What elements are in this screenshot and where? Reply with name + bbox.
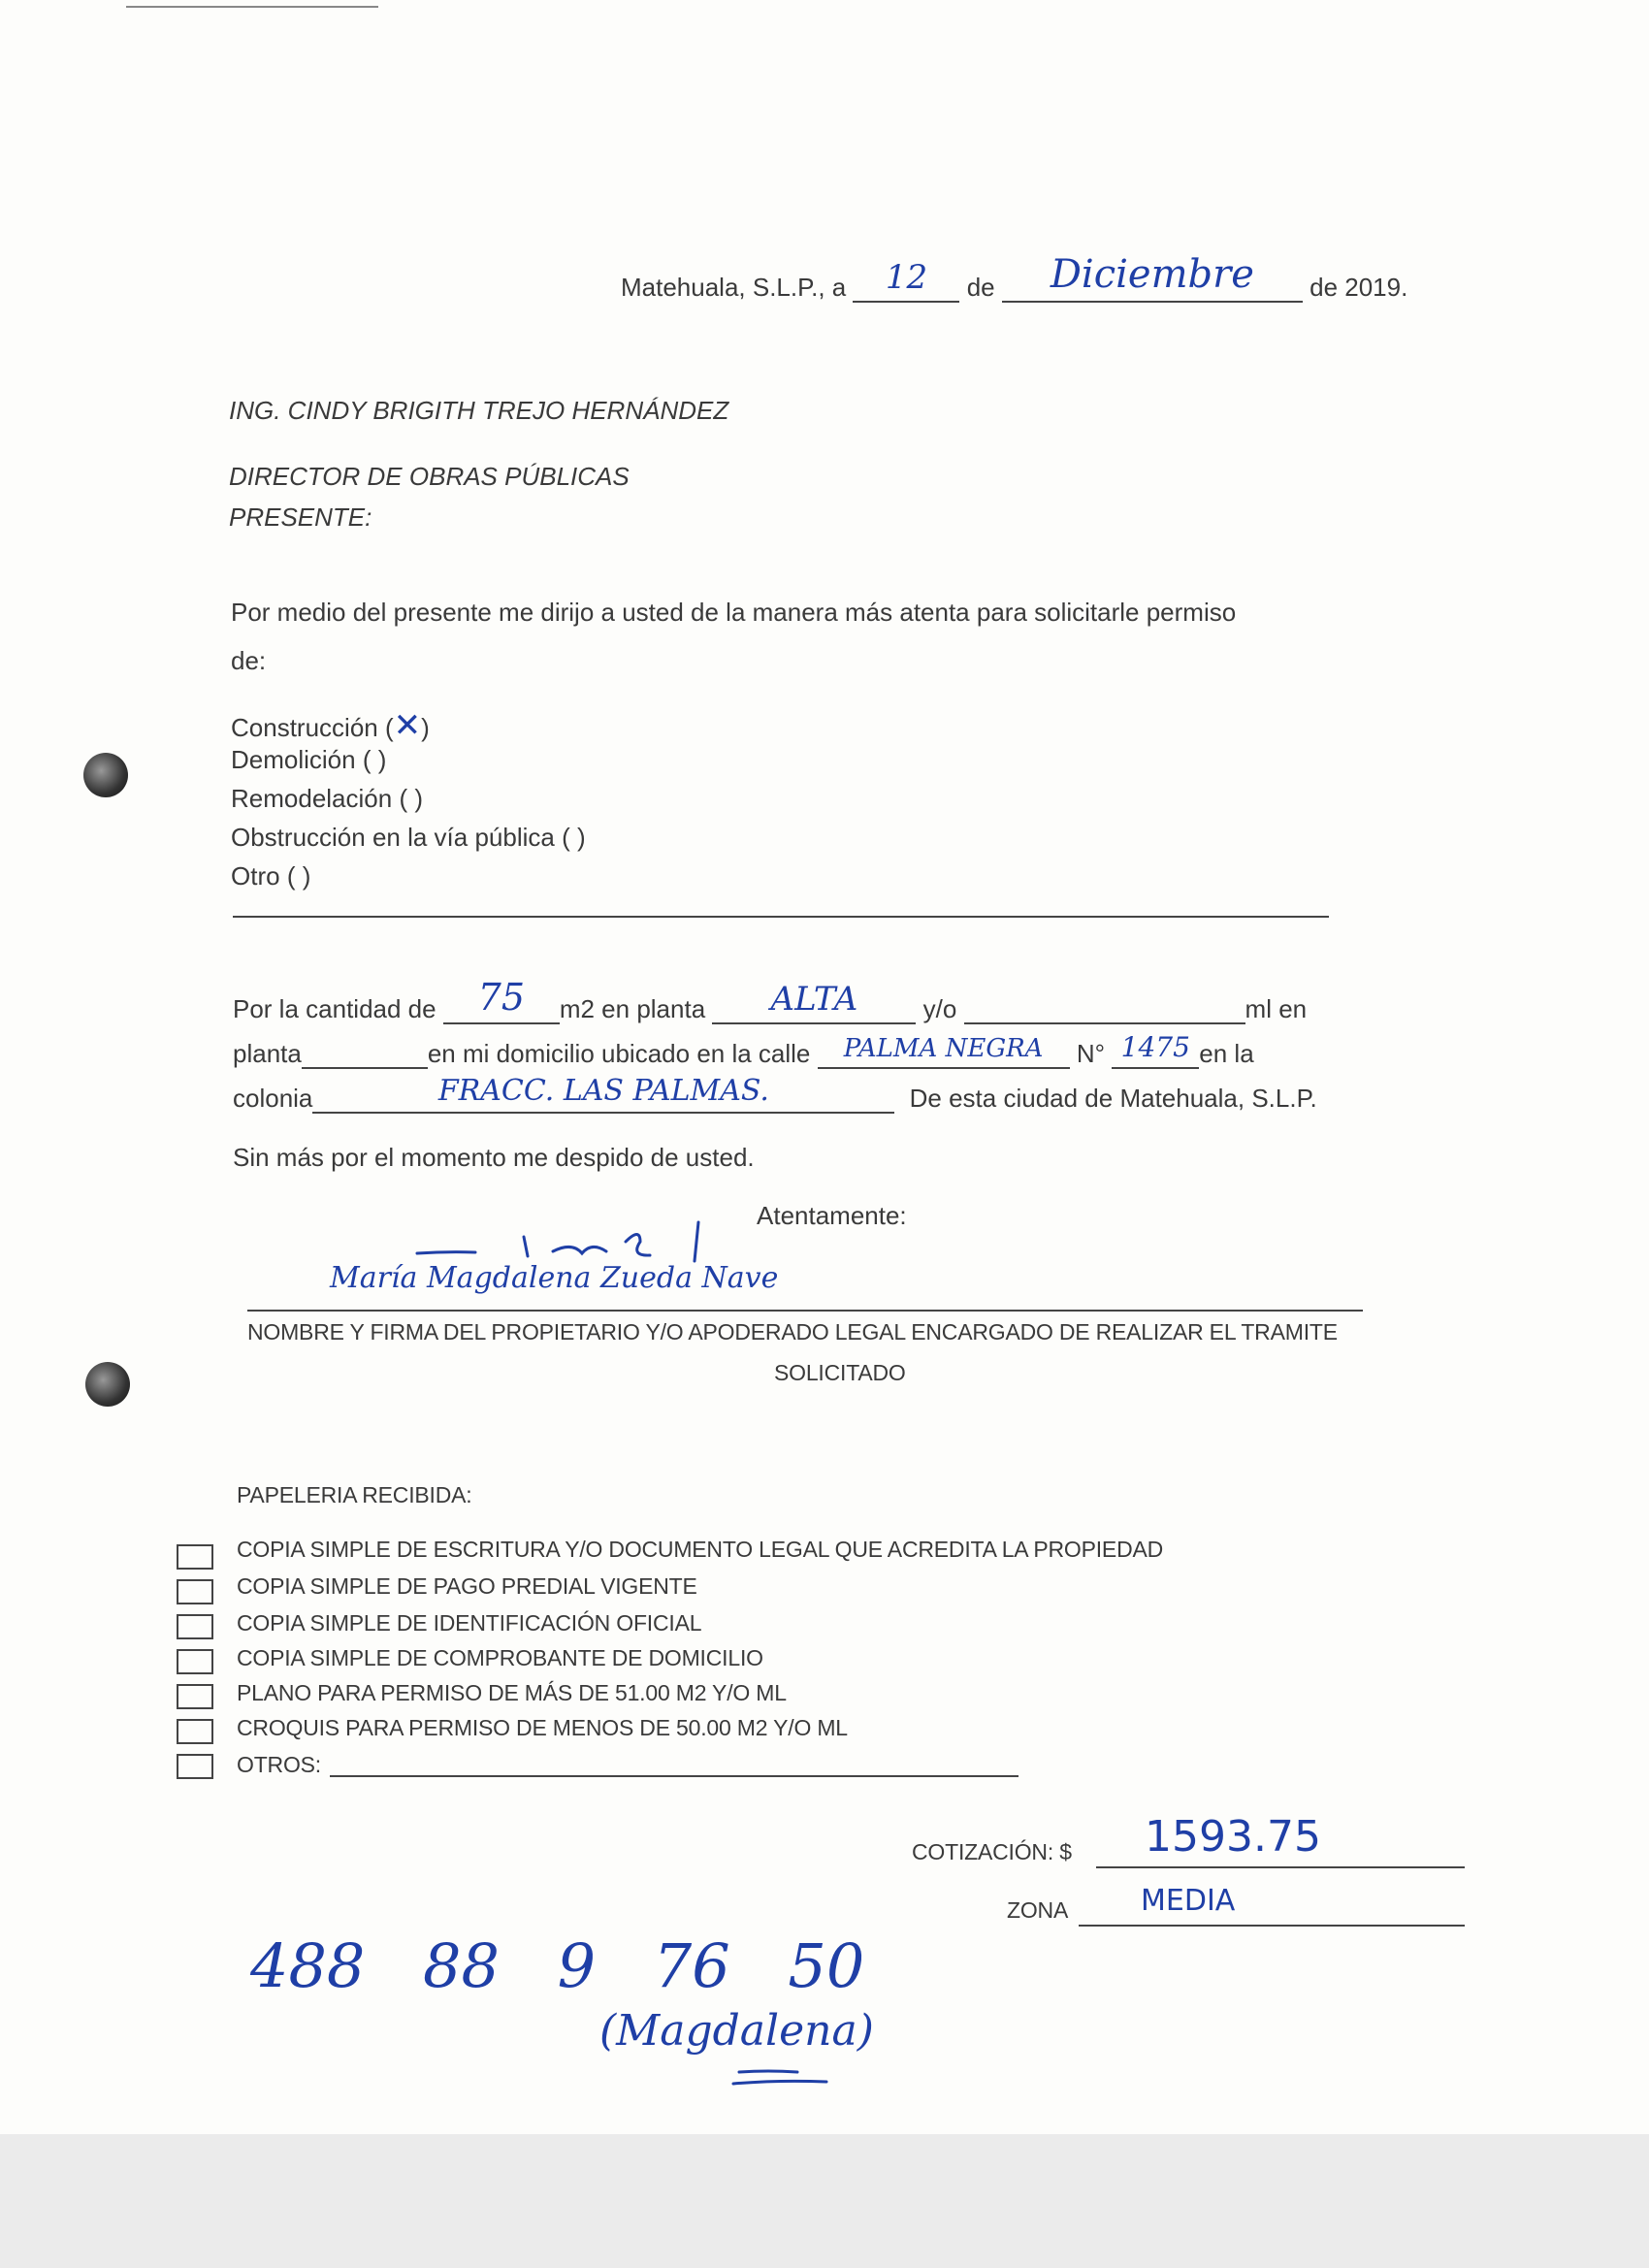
scan-bottom-band [0,2134,1649,2268]
numero-blank [1112,1031,1199,1069]
colonia-blank [312,1074,894,1114]
year-label: de 2019. [1310,273,1408,302]
planta2-blank [302,1034,428,1069]
zona-label: ZONA [1007,1897,1069,1923]
intro-line-1: Por medio del presente me dirijo a usted de la manera más atenta para solicitarle permiso [231,598,1237,627]
phone-note: 488 88 9 76 50 [250,1930,865,2001]
calle-value: PALMA NEGRA [843,1034,1044,1063]
signature-caption-1: NOMBRE Y FIRMA DEL PROPIETARIO Y/O APODERADO LEGAL ENCARGADO DE REALIZAR EL TRAMITE [247,1319,1338,1345]
option-remodelacion [231,784,423,814]
option-otro [231,861,310,891]
option-construccion [231,706,430,745]
planta-label: planta [233,1039,302,1068]
ml-label: ml en [1245,994,1308,1023]
cotizacion-line [1096,1866,1465,1868]
date-line [621,252,1408,303]
signature-name: María Magdalena Zueda Nave [330,1261,779,1295]
planta-blank [712,980,916,1024]
recipient-name: ING. CINDY BRIGITH TREJO HERNÁNDEZ [229,396,729,425]
no-label: N° [1076,1039,1106,1068]
name-underline [729,2064,836,2093]
m2-label: m2 en planta [559,994,706,1023]
checkbox-escritura[interactable] [177,1544,213,1570]
option-mark: (✕) [384,706,430,745]
scan-top-line [126,6,378,8]
punch-hole-bottom [85,1362,130,1407]
cantidad-blank [443,976,560,1024]
numero-value: 1475 [1120,1031,1190,1063]
calle-blank [818,1034,1070,1069]
ml-blank [964,989,1245,1024]
option-demolicion [231,745,386,775]
option-obstruccion [231,823,586,853]
option-label: Demolición [231,745,356,774]
punch-hole-top [83,753,128,797]
papeleria-item-otros: OTROS: [237,1752,321,1777]
checkbox-plano[interactable] [177,1684,213,1709]
papeleria-item-escritura: COPIA SIMPLE DE ESCRITURA Y/O DOCUMENTO LEGAL QUE ACREDITA LA PROPIEDAD [237,1537,1164,1562]
recipient-title: DIRECTOR DE OBRAS PÚBLICAS [229,462,630,491]
option-mark: ( ) [399,784,423,813]
name-note: (Magdalena) [599,2006,874,2056]
checkbox-otros[interactable] [177,1754,213,1779]
yo-label: y/o [922,994,957,1023]
colonia-value: FRACC. LAS PALMAS. [437,1074,769,1108]
cantidad-label: Por la cantidad de [233,994,436,1023]
zona-value: MEDIA [1141,1884,1236,1918]
signature-caption-2: SOLICITADO [774,1360,906,1385]
cotizacion-label: COTIZACIÓN: $ [912,1839,1072,1864]
checkbox-identificacion[interactable] [177,1614,213,1639]
details-line-2 [233,1031,1254,1069]
checkbox-croquis[interactable] [177,1719,213,1744]
month-value: Diciembre [1050,252,1254,297]
signature-line [247,1310,1363,1312]
presente-label: PRESENTE: [229,502,372,532]
papeleria-item-identificacion: COPIA SIMPLE DE IDENTIFICACIÓN OFICIAL [237,1610,702,1636]
papeleria-item-predial: COPIA SIMPLE DE PAGO PREDIAL VIGENTE [237,1573,697,1599]
option-label: Obstrucción en la vía pública [231,823,555,852]
option-label: Remodelación [231,784,393,813]
option-label: Otro [231,861,280,891]
colonia-label: colonia [233,1084,313,1113]
de-label: de [966,273,995,302]
day-blank [853,258,959,303]
zona-line [1079,1925,1465,1927]
otro-line [233,916,1329,918]
domicilio-label: en mi domicilio ubicado en la calle [427,1039,811,1068]
intro-line-2: de: [231,646,267,675]
option-label: Construcción [231,713,378,742]
place-label: Matehuala, S.L.P., a [621,273,847,302]
checkbox-domicilio[interactable] [177,1649,213,1674]
month-blank [1002,252,1303,303]
option-mark: ( ) [562,823,586,852]
option-mark: ( ) [362,745,387,774]
otros-line [330,1775,1018,1777]
papeleria-item-plano: PLANO PARA PERMISO DE MÁS DE 51.00 M2 Y/O ML [237,1680,787,1705]
closing-line: Sin más por el momento me despido de usted. [233,1143,755,1172]
option-mark: ( ) [286,861,311,891]
papeleria-title: PAPELERIA RECIBIDA: [237,1482,472,1507]
details-line-1 [233,976,1308,1024]
ciudad-label: De esta ciudad de Matehuala, S.L.P. [909,1084,1317,1113]
details-line-3 [233,1074,1317,1114]
cantidad-value: 75 [477,976,525,1019]
papeleria-item-domicilio: COPIA SIMPLE DE COMPROBANTE DE DOMICILIO [237,1645,763,1670]
cotizacion-value: 1593.75 [1145,1812,1321,1862]
planta-value: ALTA [770,980,858,1019]
atentamente-label: Atentamente: [757,1201,907,1230]
day-value: 12 [885,258,928,297]
papeleria-item-croquis: CROQUIS PARA PERMISO DE MENOS DE 50.00 M2 Y/O ML [237,1715,848,1740]
en-la-label: en la [1199,1039,1254,1068]
checkbox-predial[interactable] [177,1579,213,1604]
